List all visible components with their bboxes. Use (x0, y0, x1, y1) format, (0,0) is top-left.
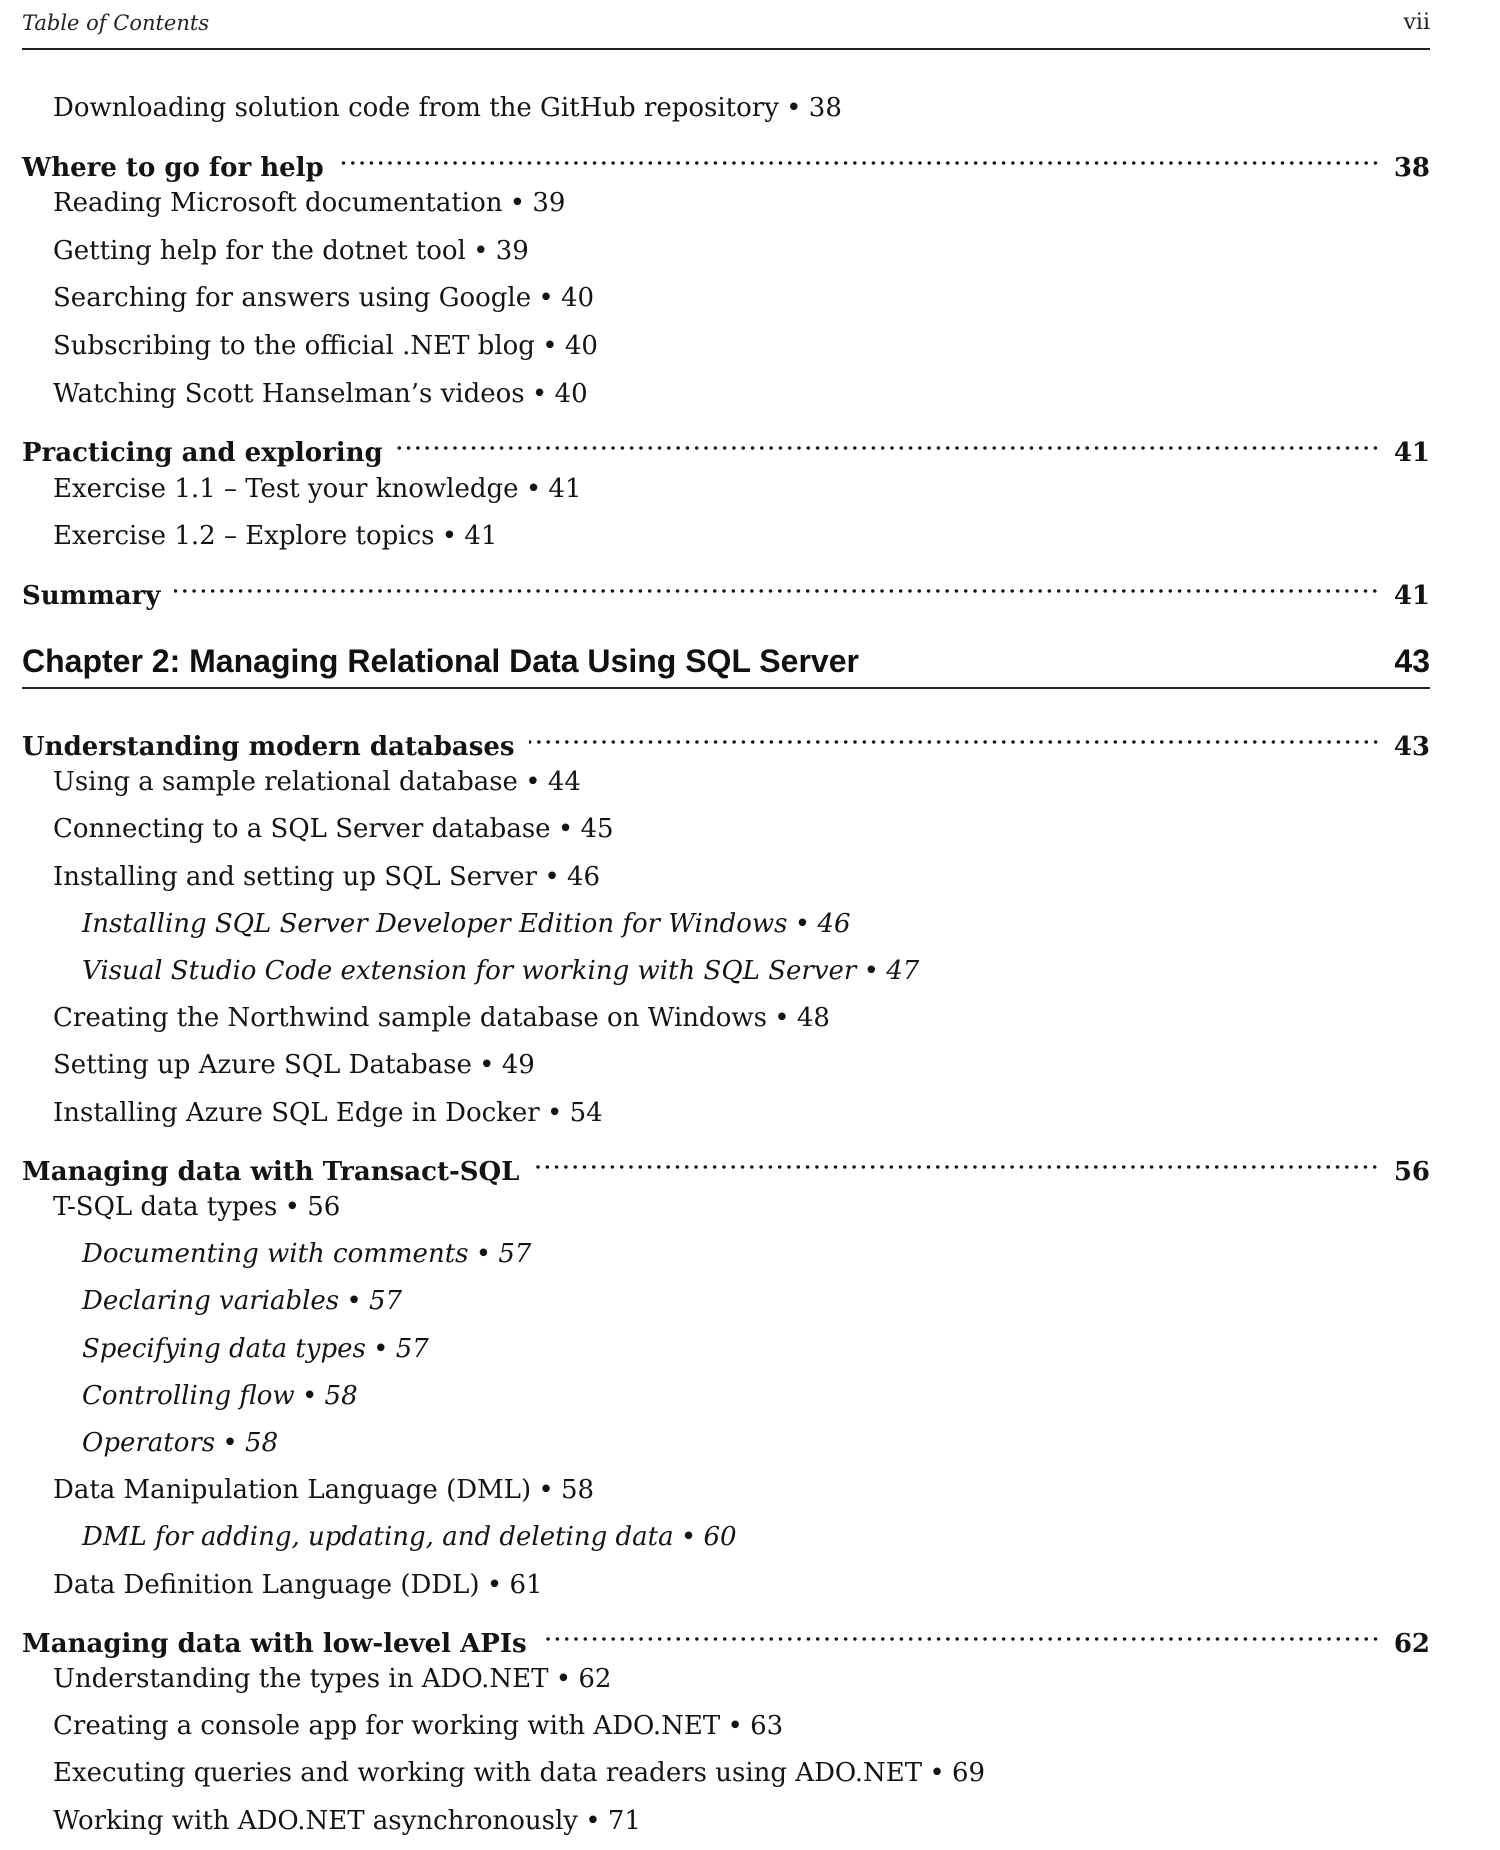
toc-entry-label[interactable]: Data Manipulation Language (DML) (53, 1475, 532, 1506)
toc-subsection-entry[interactable] (53, 762, 581, 802)
toc-entry-label[interactable]: Understanding the types in ADO.NET (53, 1664, 549, 1694)
toc-entry-label[interactable]: Operators (82, 1428, 216, 1458)
bullet-separator-icon: • (786, 93, 802, 123)
toc-subsection-entry[interactable] (53, 1706, 783, 1746)
bullet-separator-icon: • (929, 1758, 945, 1789)
toc-subsubsection-entry[interactable] (82, 904, 851, 944)
toc-entry-label[interactable]: Where to go for help (22, 152, 324, 183)
bullet-separator-icon: • (222, 1428, 238, 1458)
toc-entry-page-number[interactable]: 62 (1393, 1628, 1430, 1659)
bullet-separator-icon: • (774, 1003, 790, 1034)
bullet-separator-icon: • (473, 235, 489, 266)
toc-entry-label[interactable]: Practicing and exploring (22, 438, 383, 469)
toc-entry-page-number[interactable]: 49 (501, 1050, 535, 1081)
toc-entry-label[interactable]: Installing Azure SQL Edge in Docker (53, 1097, 540, 1128)
dot-leader (338, 136, 1380, 176)
bullet-separator-icon: • (538, 1475, 554, 1506)
toc-entry-label[interactable]: T-SQL data types (53, 1192, 278, 1222)
toc-entry-page-number[interactable]: 41 (464, 521, 498, 552)
bullet-separator-icon: • (373, 1333, 389, 1364)
bullet-separator-icon: • (680, 1522, 697, 1553)
toc-entry-page-number[interactable]: 62 (578, 1664, 612, 1694)
bullet-separator-icon: • (555, 1664, 572, 1694)
toc-entry-label[interactable]: Setting up Azure SQL Database (53, 1050, 472, 1081)
toc-entry-label[interactable]: Getting help for the dotnet tool (53, 235, 466, 266)
toc-entry-page-number[interactable]: 40 (554, 378, 588, 409)
toc-entry-page-number[interactable]: 71 (607, 1805, 641, 1836)
bullet-separator-icon: • (531, 378, 548, 409)
toc-subsection-entry[interactable] (53, 326, 598, 366)
bullet-separator-icon: • (547, 1097, 563, 1128)
header-divider (22, 48, 1430, 50)
running-header (22, 6, 1430, 40)
toc-section-entry[interactable] (22, 564, 1430, 611)
toc-subsubsection-entry[interactable] (82, 1517, 737, 1557)
toc-entry-page-number[interactable]: 69 (951, 1758, 986, 1789)
bullet-separator-icon: • (441, 521, 458, 552)
toc-entry-page-number[interactable]: 46 (817, 908, 851, 939)
toc-entry-label[interactable]: Watching Scott Hanselman’s videos (53, 378, 525, 409)
toc-subsection-entry[interactable] (53, 1801, 641, 1841)
toc-subsection-entry[interactable] (53, 183, 565, 223)
toc-entry-page-number[interactable]: 39 (495, 235, 529, 266)
bullet-separator-icon: • (544, 861, 560, 892)
bullet-separator-icon: • (585, 1805, 601, 1836)
toc-entry-page-number[interactable]: 46 (566, 861, 601, 892)
toc-entry-label[interactable]: Exercise 1.1 – Test your knowledge (53, 473, 519, 504)
toc-entry-label[interactable]: Using a sample relational database (53, 767, 518, 798)
toc-entry-label[interactable]: Understanding modern databases (22, 732, 515, 762)
toc-entry-label[interactable]: DML for adding, updating, and deleting data (82, 1522, 674, 1553)
toc-entry-page-number[interactable]: 60 (703, 1522, 737, 1553)
bullet-separator-icon: • (525, 767, 541, 798)
toc-subsection-entry[interactable] (53, 998, 830, 1038)
bullet-separator-icon: • (486, 1569, 503, 1600)
toc-section-entry[interactable] (22, 1612, 1430, 1659)
toc-entry-label[interactable]: Declaring variables (82, 1286, 340, 1317)
toc-entry-page-number[interactable]: 41 (548, 473, 582, 504)
dot-leader (397, 421, 1380, 461)
chapter-page-number[interactable]: 43 (1394, 643, 1430, 679)
toc-entry-page-number[interactable]: 41 (1393, 438, 1430, 469)
bullet-separator-icon: • (727, 1711, 743, 1742)
toc-entry-label[interactable]: Reading Microsoft documentation (53, 188, 503, 219)
toc-entry-label[interactable]: Creating the Northwind sample database on Windows (53, 1003, 767, 1034)
toc-entry-page-number[interactable]: 58 (245, 1428, 279, 1458)
toc-subsection-entry[interactable] (53, 1659, 611, 1699)
toc-entry-page-number[interactable]: 38 (808, 93, 842, 123)
toc-entry-label[interactable]: Specifying data types (82, 1333, 366, 1364)
toc-subsubsection-entry[interactable] (82, 1329, 429, 1369)
toc-entry-label[interactable]: Creating a console app for working with ADO.NET (53, 1711, 721, 1742)
toc-entry-page-number[interactable]: 58 (324, 1380, 358, 1411)
toc-subsection-entry[interactable] (53, 857, 600, 897)
toc-subsection-entry[interactable] (53, 1187, 340, 1227)
toc-entry-page-number[interactable]: 58 (560, 1475, 595, 1506)
toc-entry-page-number[interactable]: 63 (750, 1711, 784, 1742)
toc-entry-page-number[interactable]: 38 (1393, 152, 1430, 183)
toc-entry-page-number[interactable]: 43 (1393, 732, 1430, 762)
toc-subsection-entry[interactable] (53, 1565, 543, 1605)
bullet-separator-icon: • (557, 814, 574, 845)
bullet-separator-icon: • (794, 908, 811, 939)
dot-leader (529, 715, 1380, 755)
toc-entry-page-number[interactable]: 56 (307, 1192, 341, 1222)
toc-entry-label[interactable]: Data Definition Language (DDL) (53, 1569, 480, 1600)
toc-entry-page-number[interactable]: 41 (1393, 581, 1430, 611)
toc-subsubsection-entry[interactable] (82, 951, 919, 991)
bullet-separator-icon: • (301, 1380, 318, 1411)
bullet-separator-icon: • (479, 1050, 495, 1081)
toc-subsection-entry[interactable] (53, 516, 497, 556)
toc-entry-page-number[interactable]: 54 (569, 1097, 603, 1128)
toc-entry-label[interactable]: Installing and setting up SQL Server (53, 861, 538, 892)
toc-subsection-entry[interactable] (53, 1753, 985, 1793)
toc-entry-page-number[interactable]: 57 (498, 1239, 532, 1270)
toc-entry-page-number[interactable]: 56 (1393, 1156, 1430, 1187)
toc-section-entry[interactable] (22, 421, 1430, 469)
toc-entry-label[interactable]: Subscribing to the official .NET blog (53, 331, 535, 361)
toc-subsubsection-entry[interactable] (82, 1376, 358, 1416)
toc-subsection-entry[interactable] (53, 88, 842, 128)
toc-subsection-entry[interactable] (53, 278, 594, 318)
toc-entry-label[interactable]: Executing queries and working with data readers using ADO.NET (53, 1758, 923, 1789)
toc-entry-label[interactable]: Managing data with low-level APIs (22, 1628, 527, 1659)
toc-entry-page-number[interactable]: 40 (561, 283, 595, 314)
toc-subsubsection-entry[interactable] (82, 1423, 278, 1463)
toc-entry-page-number[interactable]: 47 (886, 956, 920, 986)
toc-entry-page-number[interactable]: 44 (547, 767, 581, 798)
toc-entry-label[interactable]: Connecting to a SQL Server database (53, 814, 551, 845)
toc-entry-label[interactable]: Controlling flow (82, 1380, 295, 1411)
toc-subsubsection-entry[interactable] (82, 1281, 402, 1321)
chapter-title[interactable]: Chapter 2: Managing Relational Data Using SQL Server (22, 643, 859, 679)
toc-entry-page-number[interactable]: 48 (796, 1003, 830, 1034)
running-header-title: Table of Contents (22, 11, 210, 35)
toc-entry-page-number[interactable]: 57 (369, 1286, 403, 1317)
toc-entry-label[interactable]: Managing data with Transact-SQL (22, 1156, 520, 1187)
toc-subsection-entry[interactable] (53, 231, 529, 271)
toc-subsection-entry[interactable] (53, 1045, 535, 1085)
chapter-divider (22, 687, 1430, 689)
toc-entry-label[interactable]: Working with ADO.NET asynchronously (53, 1805, 578, 1836)
toc-entry-label[interactable]: Summary (22, 581, 161, 611)
toc-entry-page-number[interactable]: 39 (532, 188, 566, 219)
toc-section-entry[interactable] (22, 715, 1430, 762)
toc-entry-label[interactable]: Documenting with comments (82, 1239, 469, 1270)
toc-subsection-entry[interactable] (53, 374, 588, 414)
bullet-separator-icon: • (542, 331, 558, 361)
toc-entry-label[interactable]: Visual Studio Code extension for working with SQL Server (82, 956, 857, 986)
dot-leader (174, 564, 1379, 604)
running-header-page-number: vii (1403, 10, 1430, 35)
toc-subsection-entry[interactable] (53, 1093, 603, 1133)
dot-leader (541, 1612, 1380, 1652)
bullet-separator-icon: • (284, 1192, 300, 1222)
toc-entry-page-number[interactable]: 57 (395, 1333, 429, 1364)
toc-subsection-entry[interactable] (53, 469, 582, 509)
toc-section-entry[interactable] (22, 136, 1430, 183)
bullet-separator-icon: • (346, 1286, 362, 1317)
dot-leader (533, 1140, 1379, 1180)
bullet-separator-icon: • (863, 956, 879, 986)
toc-subsubsection-entry[interactable] (82, 1234, 531, 1274)
toc-subsection-entry[interactable] (53, 1470, 594, 1510)
toc-subsection-entry[interactable] (53, 809, 614, 849)
bullet-separator-icon: • (475, 1239, 492, 1270)
toc-entry-page-number[interactable]: 40 (564, 331, 598, 361)
toc-entry-page-number[interactable]: 45 (580, 814, 614, 845)
toc-section-entry[interactable] (22, 1140, 1430, 1187)
toc-entry-label[interactable]: Searching for answers using Google (53, 283, 532, 314)
toc-entry-page-number[interactable]: 61 (509, 1569, 543, 1600)
chapter-heading[interactable] (22, 638, 1430, 684)
bullet-separator-icon: • (525, 473, 542, 504)
bullet-separator-icon: • (509, 188, 526, 219)
toc-entry-label[interactable]: Downloading solution code from the GitHub repository (53, 93, 779, 123)
toc-entry-label[interactable]: Exercise 1.2 – Explore topics (53, 521, 435, 552)
toc-entry-label[interactable]: Installing SQL Server Developer Edition for Windows (82, 908, 788, 939)
bullet-separator-icon: • (538, 283, 554, 314)
